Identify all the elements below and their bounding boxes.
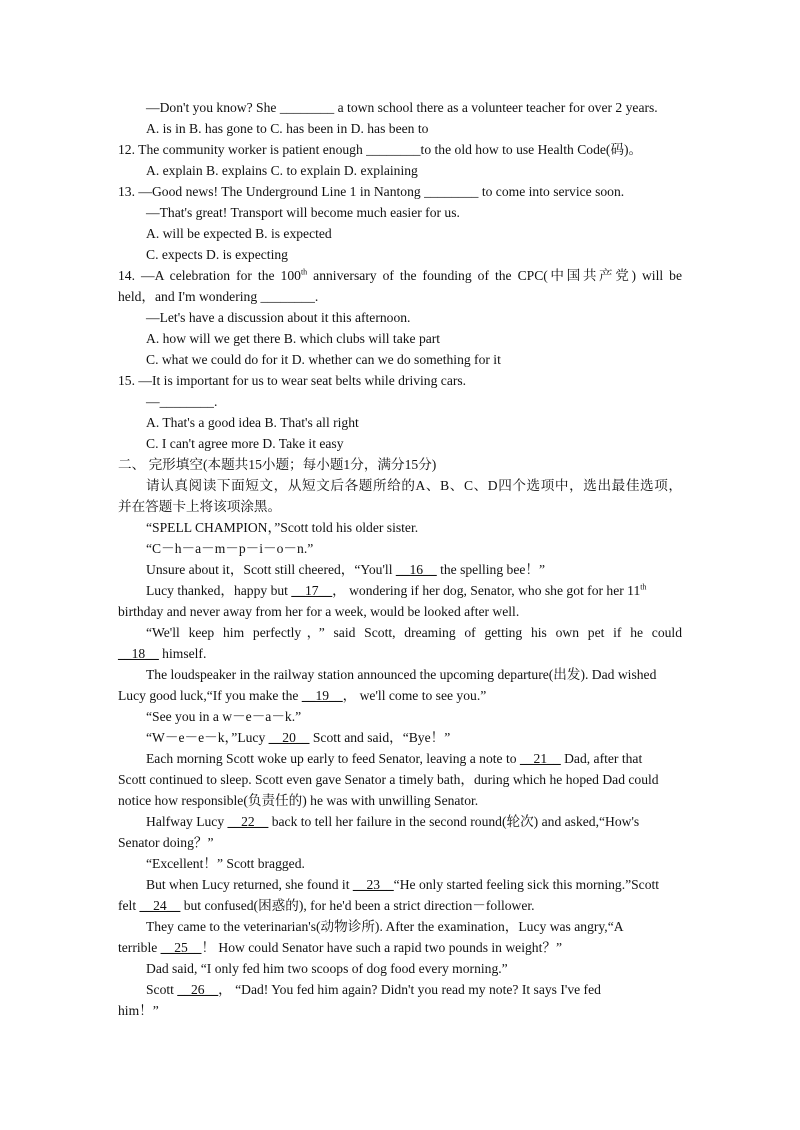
blank-22: __22__: [227, 814, 269, 829]
blank-21: __21__: [519, 751, 561, 766]
question-15-reply: —________.: [146, 394, 218, 409]
question-13-line: 13. —Good news! The Underground Line 1 in Nantong ________ to come into service soon.: [118, 184, 625, 199]
blank-20: __20__: [268, 730, 310, 745]
passage-line: Senator doing？”: [118, 835, 214, 850]
question-13-reply: —That's great! Transport will become much easier for us.: [146, 205, 460, 220]
blank-16: __16__: [395, 562, 437, 577]
passage-line: Unsure about it，Scott still cheered，“You'll __16__ the spelling bee！”: [146, 562, 546, 577]
section-heading: 二、 完形填空(本题共15小题；每小题1分，满分15分): [118, 457, 437, 472]
passage-line: felt __24__ but confused(困惑的), for he'd been a strict direction－follower.: [118, 898, 535, 913]
passage-line: Each morning Scott woke up early to feed Senator, leaving a note to __21__ Dad, after that: [146, 751, 643, 766]
passage-line: The loudspeaker in the railway station announced the upcoming departure(出发). Dad wished: [146, 667, 657, 682]
blank-17: __17__: [291, 583, 333, 598]
passage-line: him！”: [118, 1003, 159, 1018]
passage-line: Lucy thanked，happy but __17__， wondering if her dog, Senator, who she got for her 11th: [146, 582, 647, 598]
question-14-reply: —Let's have a discussion about it this afternoon.: [146, 310, 411, 325]
passage-line: Halfway Lucy __22__ back to tell her failure in the second round(轮次) and asked,“How's: [146, 814, 640, 829]
blank-25: __25__: [160, 940, 202, 955]
passage-line: “W－e－e－k，”Lucy __20__ Scott and said，“Bye！”: [146, 730, 451, 745]
question-14-line-2: held，and I'm wondering ________.: [118, 289, 319, 304]
section-instruction-2: 并在答题卡上将该项涂黑。: [118, 499, 282, 514]
question-15-options-cd: C. I can't agree more D. Take it easy: [146, 436, 344, 451]
passage-line: “We'll keep him perfectly，” said Scott, dreaming of getting his own pet if he could: [146, 625, 682, 640]
passage-line: “SPELL CHAMPION，”Scott told his older sister.: [146, 520, 419, 535]
question-11-options: A. is in B. has gone to C. has been in D. has been to: [146, 121, 429, 136]
question-13-options-ab: A. will be expected B. is expected: [146, 226, 332, 241]
passage-line: Scott __26__， “Dad! You fed him again? Didn't you read my note? It says I've fed: [146, 982, 601, 997]
passage-line: __18__ himself.: [118, 646, 207, 661]
passage-line: But when Lucy returned, she found it __23__“He only started feeling sick this morning.”Scott: [146, 877, 660, 892]
blank-23: __23__: [352, 877, 394, 892]
passage-line: birthday and never away from her for a week, would be looked after well.: [118, 604, 520, 619]
question-14-line: 14. —A celebration for the 100th anniversary of the founding of the CPC(中国共产党) will be: [118, 267, 682, 283]
question-14-options-cd: C. what we could do for it D. whether can we do something for it: [146, 352, 501, 367]
passage-line: Scott continued to sleep. Scott even gave Senator a timely bath，during which he hoped Dad could: [118, 772, 659, 787]
passage-line: “C－h－a－m－p－i－o－n.”: [146, 541, 314, 556]
passage-line: They came to the veterinarian's(动物诊所). After the examination，Lucy was angry,“A: [146, 919, 624, 934]
blank-19: __19__: [301, 688, 343, 703]
blank-24: __24__: [139, 898, 181, 913]
passage-line: Dad said, “I only fed him two scoops of dog food every morning.”: [146, 961, 508, 976]
question-15-line: 15. —It is important for us to wear seat belts while driving cars.: [118, 373, 467, 388]
question-12-line: 12. The community worker is patient enough ________to the old how to use Health Code(码)。: [118, 142, 643, 157]
passage-line: “See you in a w－e－a－k.”: [146, 709, 302, 724]
section-instruction: 请认真阅读下面短文，从短文后各题所给的A、B、C、D四个选项中，选出最佳选项，: [146, 478, 682, 493]
question-14-options-ab: A. how will we get there B. which clubs will take part: [146, 331, 441, 346]
question-11-line: —Don't you know? She ________ a town school there as a volunteer teacher for over 2 years.: [146, 100, 658, 115]
passage-line: “Excellent！” Scott bragged.: [146, 856, 305, 871]
question-15-options-ab: A. That's a good idea B. That's all right: [146, 415, 359, 430]
question-12-options: A. explain B. explains C. to explain D. explaining: [146, 163, 418, 178]
passage-line: notice how responsible(负责任的) he was with unwilling Senator.: [118, 793, 479, 808]
blank-18: __18__: [118, 646, 159, 661]
question-13-options-cd: C. expects D. is expecting: [146, 247, 288, 262]
blank-26: __26__: [177, 982, 219, 997]
passage-line: terrible __25__！ How could Senator have such a rapid two pounds in weight？”: [118, 940, 562, 955]
passage-line: Lucy good luck,“If you make the __19__， we'll come to see you.”: [118, 688, 487, 703]
